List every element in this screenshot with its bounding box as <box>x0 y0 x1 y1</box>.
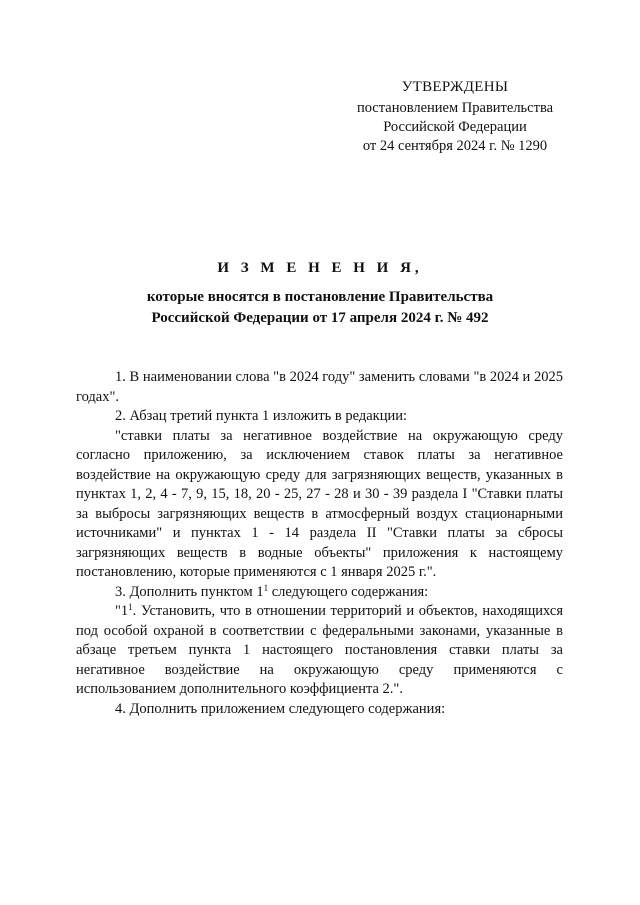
item-4: 4. Дополнить приложением следующего содержания: <box>115 700 446 717</box>
document-body <box>76 368 563 719</box>
document-title <box>60 258 580 329</box>
item-3-quote-prefix: "1 <box>115 603 129 619</box>
item-3-prefix: 3. Дополнить пунктом 1 <box>115 583 264 600</box>
approval-stamp <box>340 78 570 156</box>
item-3-quote <box>76 602 563 700</box>
title-line-1: которые вносятся в постановление Правительства <box>146 289 494 305</box>
item-2: 2. Абзац третий пункта 1 изложить в редакции: <box>115 408 408 424</box>
item-3-quote-superscript: 1 <box>128 602 133 612</box>
approval-heading: УТВЕРЖДЕНЫ <box>401 79 509 95</box>
item-3-superscript: 1 <box>263 582 269 593</box>
item-2-quote: "ставки платы за негативное воздействие на окружающую среду согласно приложению, за исключением ставок платы за негативное воздействие на окружающую среду для загрязняющих веществ, указанных в пунктах 1, 2, 4 - 7, 9, 15, 18, 20 - 25, 27 - 28 и 30 - 39 раздела I "Ставки платы за выбросы загрязняющих веществ в атмосферный воздух стационарными источниками" и пунктах 1 - 14 раздела II "Ставки платы за сбросы загрязняющих веществ в водные объекты" приложения к настоящему постановлению, которые применяются с 1 января 2025 г.". <box>76 427 563 580</box>
item-1: 1. В наименовании слова "в 2024 году" заменить словами "в 2024 и 2025 годах". <box>76 369 563 405</box>
approval-line-2: Российской Федерации <box>383 119 527 135</box>
item-3-quote-text: . Установить, что в отношении территорий и объектов, находящихся под особой охраной в соответствии с федеральными законами, указанные в абзаце третьем пункта 1 настоящего постановления ставки платы за негативное воздействие на окружающую среду применяются с использованием дополнительного коэффициента 2.". <box>76 603 563 697</box>
title-line-2: Российской Федерации от 17 апреля 2024 г. № 492 <box>151 310 489 326</box>
approval-line-3: от 24 сентября 2024 г. № 1290 <box>362 138 548 154</box>
item-3 <box>76 583 563 603</box>
item-3-suffix: следующего содержания: <box>268 583 429 600</box>
approval-line-1: постановлением Правительства <box>356 100 554 116</box>
title-heading: И З М Е Н Е Н И Я, <box>217 260 423 276</box>
